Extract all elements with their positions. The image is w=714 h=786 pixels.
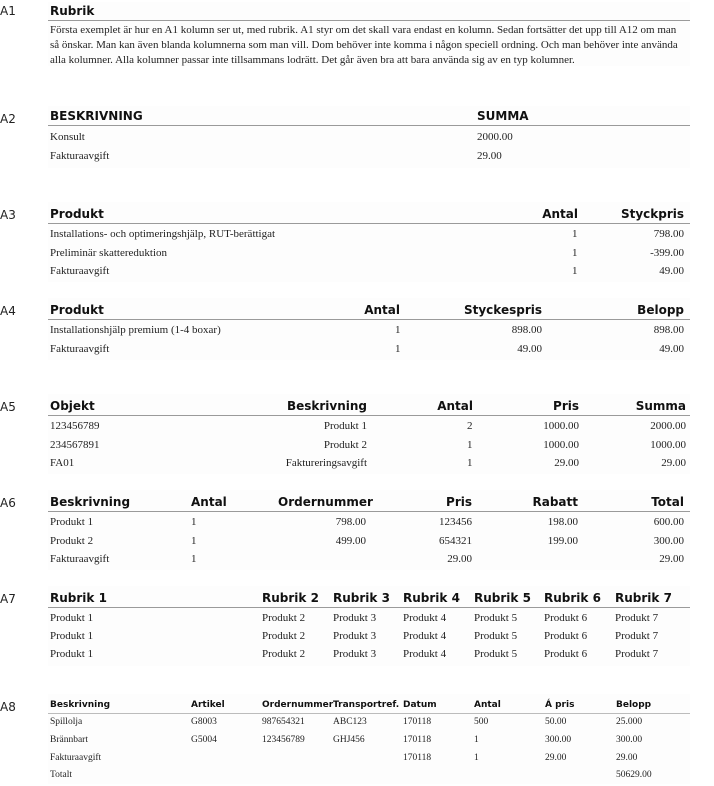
a5-cell: 1000.00 (650, 439, 686, 451)
a6-cell: 198.00 (547, 516, 578, 528)
a5-cell: 29.00 (661, 457, 686, 469)
a8-header: Datum (403, 700, 437, 710)
a6-header-rabatt: Rabatt (532, 495, 578, 509)
a7-header: Rubrik 6 (544, 591, 601, 605)
a6-cell: Fakturaavgift (50, 553, 110, 565)
a7-cell: Produkt 5 (474, 648, 518, 660)
a7-cell: Produkt 6 (544, 612, 588, 624)
a8-cell: 300.00 (616, 735, 643, 745)
a7-cell: Produkt 4 (403, 612, 447, 624)
a8-cell: 50.00 (545, 717, 567, 727)
section-label-a4: A4 (0, 304, 16, 318)
a8-cell: 50629.00 (616, 770, 652, 780)
a8-cell: Spillolja (50, 717, 83, 727)
a3-header-antal: Antal (542, 207, 578, 221)
a8-cell: 1 (474, 753, 479, 763)
a7-cell: Produkt 3 (333, 648, 377, 660)
a6-cell: 123456 (439, 516, 472, 528)
a8-cell: 170118 (403, 717, 432, 727)
a3-cell: 1 (572, 247, 578, 259)
a6-cell: Produkt 1 (50, 516, 94, 528)
a3-rule (48, 223, 690, 224)
a7-cell: Produkt 1 (50, 648, 94, 660)
a7-header: Rubrik 7 (615, 591, 672, 605)
a1-rule (48, 20, 690, 21)
a8-cell: Fakturaavgift (50, 753, 102, 763)
a2-header-beskrivning: BESKRIVNING (50, 109, 143, 123)
a5-cell: 1 (467, 457, 473, 469)
a8-header: Antal (474, 700, 501, 710)
a7-rule (48, 607, 690, 608)
a4-cell: 898.00 (511, 324, 542, 336)
a8-cell: ABC123 (333, 717, 367, 727)
a5-cell: Faktureringsavgift (285, 457, 367, 469)
a8-cell: GHJ456 (333, 735, 365, 745)
a2-cell: Fakturaavgift (50, 150, 110, 162)
a6-cell: 654321 (439, 535, 472, 547)
a4-cell: 49.00 (517, 343, 542, 355)
a2-cell: Konsult (50, 131, 85, 143)
a7-cell: Produkt 2 (262, 612, 306, 624)
a4-header-styckespris: Styckespris (463, 303, 542, 317)
a7-cell: Produkt 5 (474, 612, 518, 624)
a5-cell: Produkt 2 (323, 439, 367, 451)
a8-cell: 987654321 (262, 717, 305, 727)
a5-cell: 1000.00 (543, 439, 579, 451)
section-label-a3: A3 (0, 208, 16, 222)
a3-cell: Fakturaavgift (50, 265, 110, 277)
a8-cell: 29.00 (616, 753, 638, 763)
a3-cell: Preliminär skattereduktion (50, 247, 167, 259)
a1-text: Första exemplet är hur en A1 kolumn ser ut, med rubrik. A1 styr om det skall vara endast en kolumn. Sedan fortsätter det upp till A12 om man så önskar. Man kan även blanda kolumnerna som man vill. Dom behöver inte komma i någon speciell ordning. Och man behöver inte använda alla kolumner. Alla kolumner passar inte tillsammans lodrätt. Det går även bra att bara använda sig av en typ kolumner. (50, 24, 678, 66)
a7-block (48, 586, 690, 666)
a7-header: Rubrik 4 (403, 591, 460, 605)
a5-cell: 1 (467, 439, 473, 451)
a7-header: Rubrik 3 (333, 591, 390, 605)
a4-cell: Fakturaavgift (50, 343, 110, 355)
a5-header-objekt: Objekt (50, 399, 95, 413)
a7-cell: Produkt 6 (544, 648, 588, 660)
a7-cell: Produkt 7 (615, 612, 659, 624)
a5-header-beskrivning: Beskrivning (286, 399, 367, 413)
a7-cell: Produkt 6 (544, 630, 588, 642)
a8-cell: G5004 (191, 735, 217, 745)
a2-header-summa: SUMMA (477, 109, 529, 123)
a4-block (48, 298, 690, 360)
a6-cell: Produkt 2 (50, 535, 94, 547)
a5-cell: 2 (467, 420, 473, 432)
a4-header-antal: Antal (364, 303, 400, 317)
a3-header-styckpris: Styckpris (620, 207, 684, 221)
a8-header: Artikel (191, 700, 225, 710)
a6-cell: 798.00 (335, 516, 366, 528)
a4-cell: 1 (395, 343, 401, 355)
a4-cell: 1 (395, 324, 401, 336)
a5-cell: FA01 (50, 457, 75, 469)
a6-cell: 1 (191, 553, 197, 565)
a6-cell: 29.00 (447, 553, 472, 565)
a8-cell: 500 (474, 717, 489, 727)
a5-cell: Produkt 1 (323, 420, 367, 432)
a4-cell: 49.00 (659, 343, 684, 355)
a2-cell: 29.00 (477, 150, 502, 162)
a5-header-antal: Antal (437, 399, 473, 413)
a8-cell: 25.000 (616, 717, 643, 727)
a1-title: Rubrik (50, 4, 95, 18)
a8-cell: 300.00 (545, 735, 572, 745)
a3-cell: Installations- och optimeringshjälp, RUT-berättigat (50, 228, 276, 240)
a8-header: Á pris (545, 700, 575, 710)
a6-cell: 499.00 (335, 535, 366, 547)
a5-header-summa: Summa (635, 399, 686, 413)
a8-cell: 123456789 (262, 735, 305, 745)
a8-block (48, 694, 690, 784)
a5-header-pris: Pris (553, 399, 579, 413)
a5-rule (48, 415, 690, 416)
a5-cell: 123456789 (50, 420, 100, 432)
a7-cell: Produkt 2 (262, 648, 306, 660)
a6-block (48, 490, 690, 570)
a5-block (48, 394, 690, 474)
a8-header: Transportref. (333, 700, 400, 710)
a3-cell: 1 (572, 265, 578, 277)
a7-cell: Produkt 1 (50, 612, 94, 624)
a4-header-belopp: Belopp (637, 303, 684, 317)
a8-header: Beskrivning (50, 700, 111, 710)
a6-cell: 600.00 (653, 516, 684, 528)
a1-block (48, 2, 690, 66)
a3-block (48, 202, 690, 282)
a6-cell: 1 (191, 535, 197, 547)
a7-cell: Produkt 3 (333, 630, 377, 642)
section-label-a7: A7 (0, 592, 16, 606)
a3-cell: 1 (572, 228, 578, 240)
a6-header-total: Total (651, 495, 684, 509)
a5-cell: 1000.00 (543, 420, 579, 432)
a6-header-ordernummer: Ordernummer (278, 495, 373, 509)
a7-cell: Produkt 7 (615, 648, 659, 660)
a3-cell: 49.00 (659, 265, 684, 277)
a4-cell: Installationshjälp premium (1-4 boxar) (50, 324, 221, 336)
a2-rule (48, 125, 690, 126)
a6-cell: 300.00 (653, 535, 684, 547)
a7-cell: Produkt 3 (333, 612, 377, 624)
section-label-a6: A6 (0, 496, 16, 510)
a4-cell: 898.00 (653, 324, 684, 336)
a8-cell: Totalt (50, 770, 73, 780)
a8-header: Ordernummer (262, 700, 334, 710)
a8-cell: 170118 (403, 735, 432, 745)
a7-cell: Produkt 1 (50, 630, 94, 642)
a8-cell: 1 (474, 735, 479, 745)
a8-cell: 170118 (403, 753, 432, 763)
a7-header: Rubrik 1 (50, 591, 107, 605)
a3-cell: -399.00 (650, 247, 684, 259)
a7-cell: Produkt 4 (403, 630, 447, 642)
a5-cell: 234567891 (50, 439, 100, 451)
a6-cell: 29.00 (659, 553, 684, 565)
a8-rule (48, 713, 690, 714)
section-label-a8: A8 (0, 700, 16, 714)
a7-cell: Produkt 4 (403, 648, 447, 660)
a5-cell: 29.00 (554, 457, 579, 469)
a7-header: Rubrik 5 (474, 591, 531, 605)
a6-rule (48, 511, 690, 512)
a8-cell: G8003 (191, 717, 217, 727)
a6-header-antal: Antal (191, 495, 227, 509)
a7-cell: Produkt 2 (262, 630, 306, 642)
a6-cell: 1 (191, 516, 197, 528)
a6-header-beskrivning: Beskrivning (50, 495, 131, 509)
section-label-a5: A5 (0, 400, 16, 414)
a2-block (48, 106, 690, 168)
a3-cell: 798.00 (653, 228, 684, 240)
a4-rule (48, 319, 690, 320)
a6-cell: 199.00 (547, 535, 578, 547)
a2-cell: 2000.00 (477, 131, 513, 143)
a7-cell: Produkt 5 (474, 630, 518, 642)
a8-header: Belopp (616, 700, 652, 710)
a5-cell: 2000.00 (650, 420, 686, 432)
section-label-a2: A2 (0, 112, 16, 126)
a7-header: Rubrik 2 (262, 591, 319, 605)
a8-cell: 29.00 (545, 753, 567, 763)
section-label-a1: A1 (0, 4, 16, 18)
a7-cell: Produkt 7 (615, 630, 659, 642)
a3-header-produkt: Produkt (50, 207, 104, 221)
a8-cell: Brännbart (50, 735, 88, 745)
a4-header-produkt: Produkt (50, 303, 104, 317)
a6-header-pris: Pris (446, 495, 472, 509)
